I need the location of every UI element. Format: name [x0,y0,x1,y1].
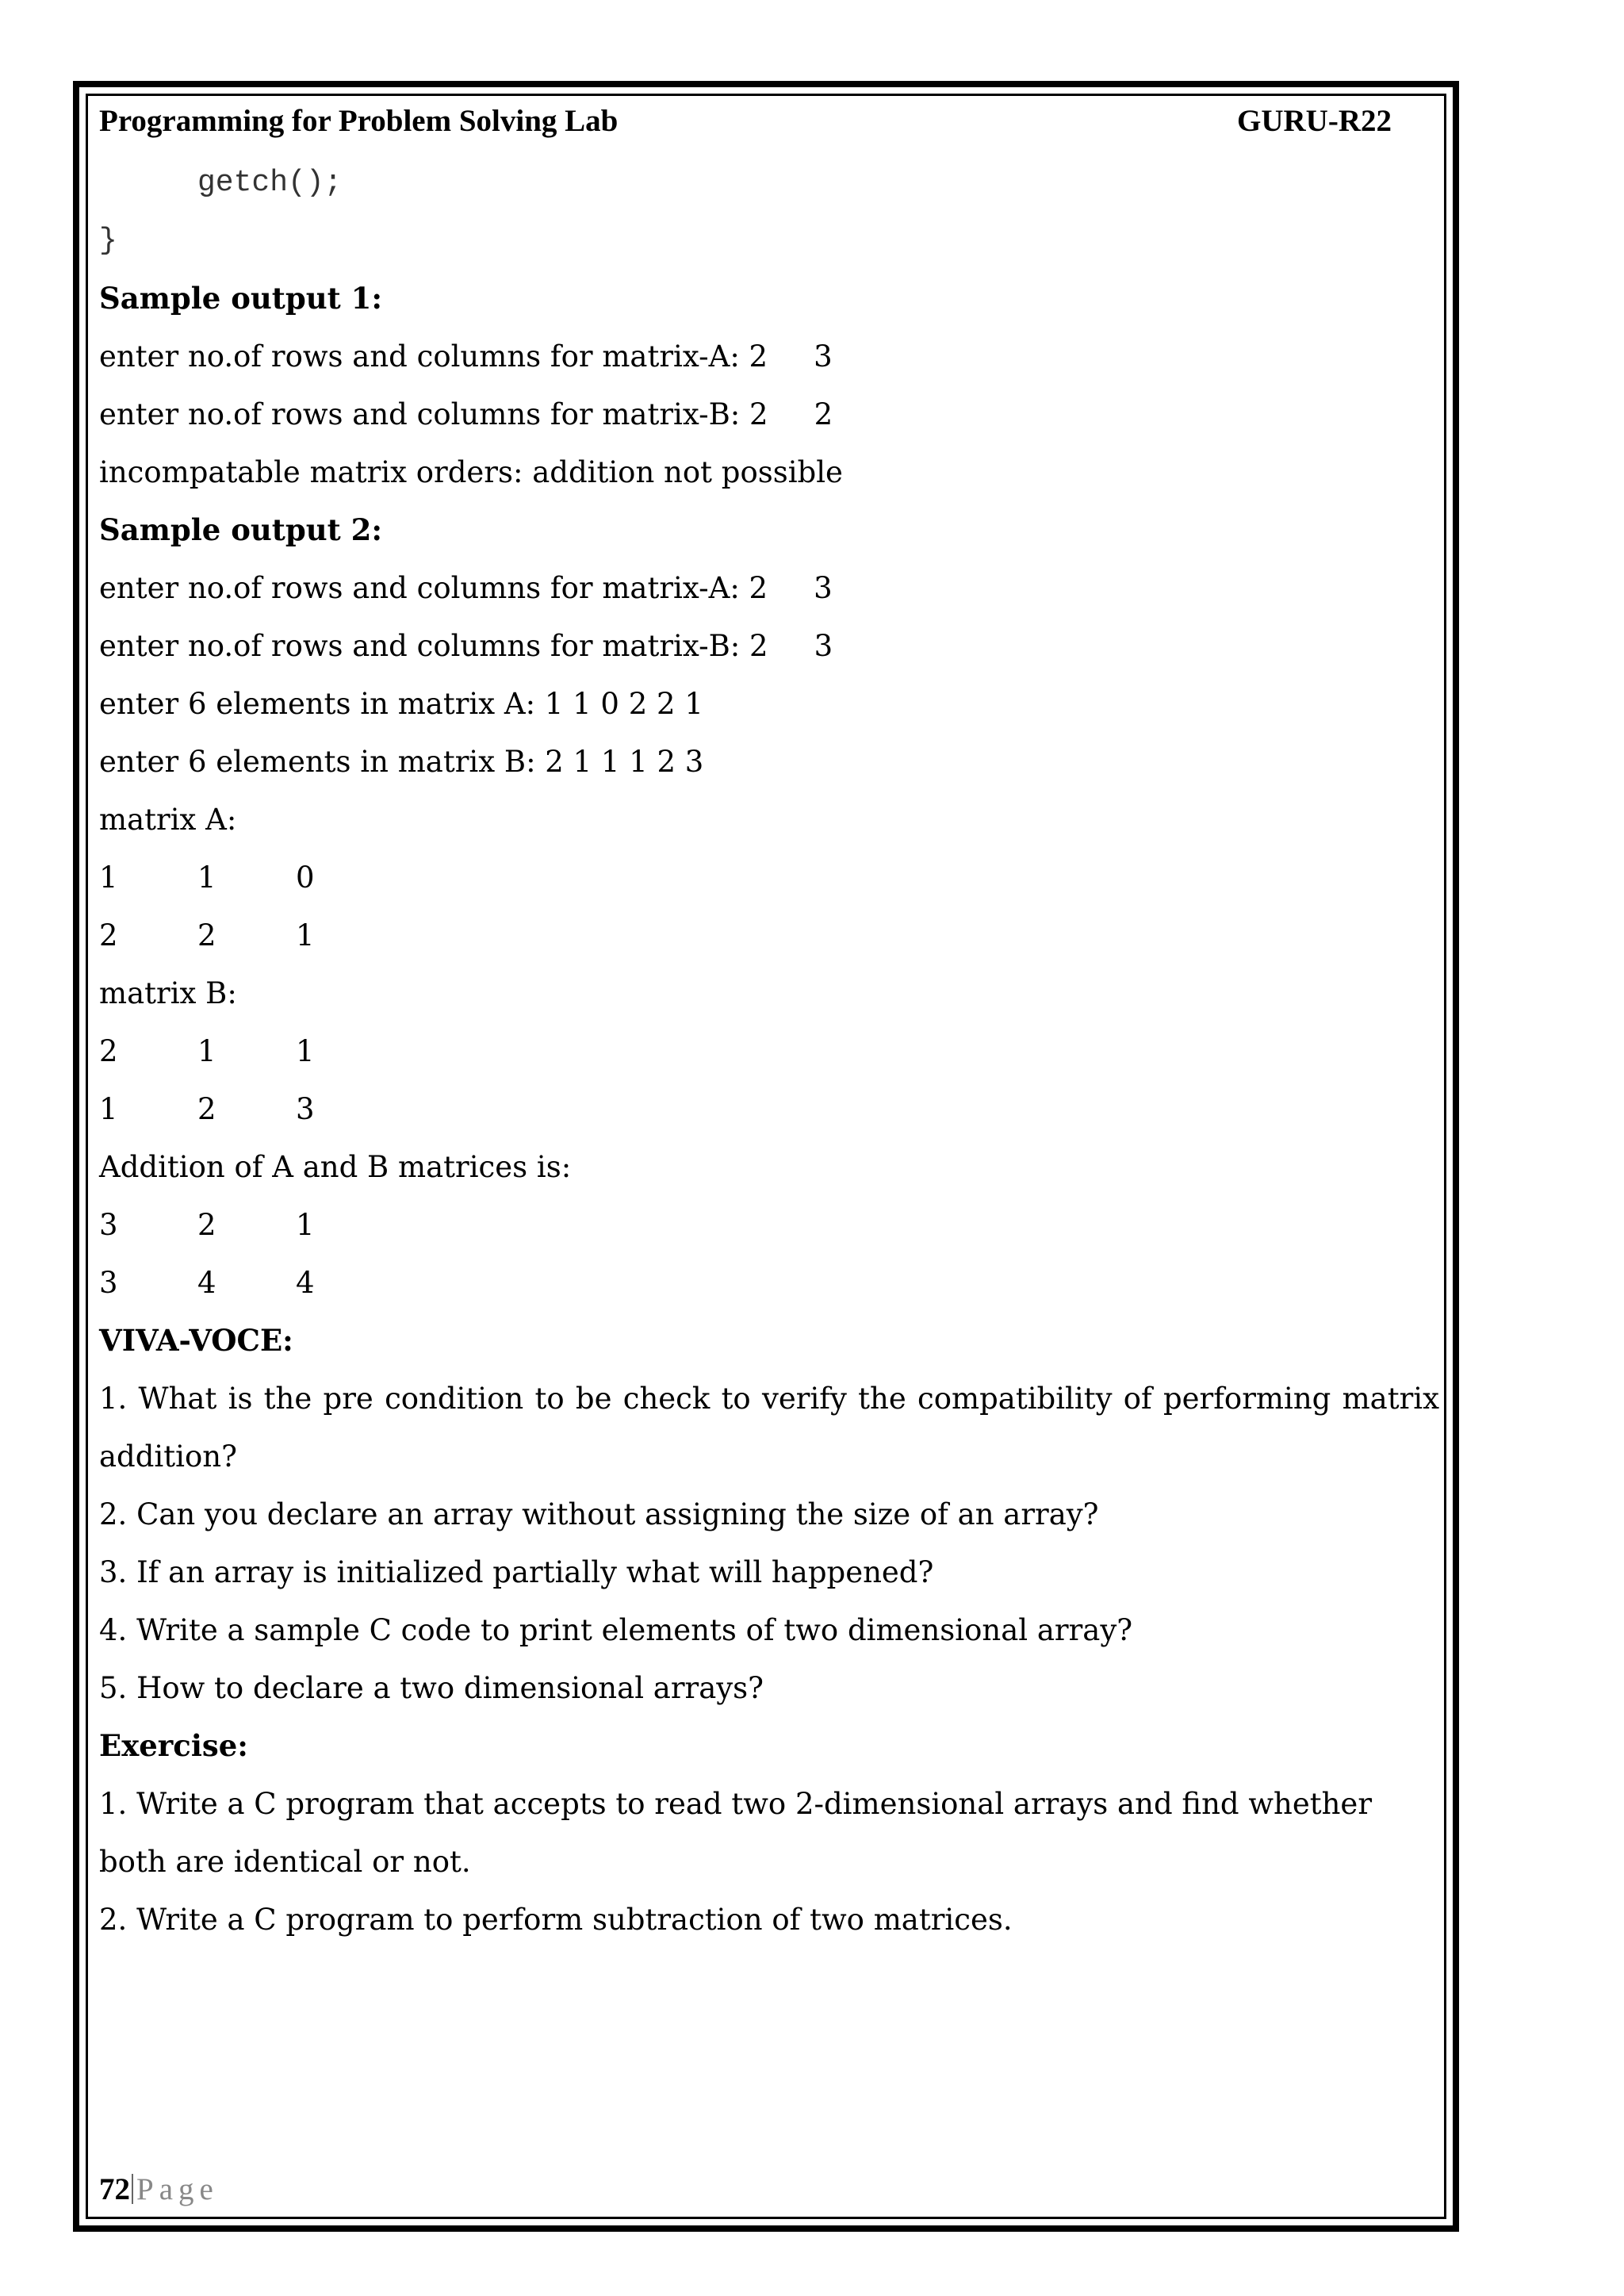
sample1-prompt-a [99,328,1439,385]
matrix-cell: 2 [99,1034,118,1068]
prompt-text: enter no.of rows and columns for matrix-A: 2 [99,339,768,374]
sample-output-1-heading: Sample output 1: [99,281,383,316]
code-line-getch: getch(); [197,166,343,200]
matrix-cell: 2 [197,1208,216,1242]
page-footer [99,2171,219,2207]
sample1-prompt-b [99,385,1439,443]
viva-question: 5. How to declare a two dimensional arrays? [99,1671,764,1705]
matrix-cell: 4 [197,1266,216,1300]
matrix-row [99,907,1439,964]
sum-label: Addition of A and B matrices is: [99,1150,572,1184]
matrix-cell: 0 [296,861,315,895]
matrix-cell: 1 [296,1034,315,1068]
matrix-cell: 3 [99,1208,118,1242]
matrix-cell: 3 [99,1266,118,1300]
matrix-row [99,1196,1439,1254]
prompt-value: 3 [814,339,833,374]
matrix-row [99,1080,1439,1138]
matrix-cell: 4 [296,1266,315,1300]
page-number: 72 [99,2172,130,2206]
matrix-cell: 2 [99,918,118,953]
code-line-closing-brace: } [99,224,117,258]
matrix-cell: 3 [296,1092,315,1126]
sample-output-2-heading: Sample output 2: [99,512,383,547]
viva-voce-heading: VIVA-VOCE: [99,1323,293,1358]
matrix-cell: 1 [296,1208,315,1242]
matrix-cell: 2 [197,1092,216,1126]
header-code: GURU-R22 [1237,104,1392,138]
matrix-cell: 1 [296,918,315,953]
matrix-row [99,1254,1439,1312]
matrix-cell: 1 [197,861,216,895]
matrix-cell: 1 [99,861,118,895]
matrix-cell: 2 [197,918,216,953]
viva-question: 2. Can you declare an array without assigning the size of an array? [99,1497,1099,1531]
viva-question: 4. Write a sample C code to print elements of two dimensional array? [99,1613,1133,1647]
header-title: Programming for Problem Solving Lab [99,104,619,138]
page-content [99,94,1439,1949]
matrix-row [99,1022,1439,1080]
footer-separator [132,2174,133,2204]
matrix-row [99,849,1439,907]
matrix-a-label: matrix A: [99,803,237,837]
prompt-text: enter no.of rows and columns for matrix-B: 2 [99,397,768,431]
prompt-text: enter no.of rows and columns for matrix-B: 2 [99,629,768,663]
sample2-input-a: enter 6 elements in matrix A: 1 1 0 2 2 1 [99,687,703,721]
viva-question: 3. If an array is initialized partially what will happened? [99,1555,934,1589]
matrix-b-label: matrix B: [99,976,237,1010]
prompt-value: 3 [814,629,833,663]
sample2-prompt-b [99,617,1439,675]
page-label: Page [136,2172,219,2206]
viva-question: 1. What is the pre condition to be check to verify the compatibility of performing matrix addition? [99,1382,1439,1474]
prompt-value: 3 [814,571,833,605]
sample2-input-b: enter 6 elements in matrix B: 2 1 1 1 2 3 [99,745,704,779]
sample2-prompt-a [99,559,1439,617]
prompt-value: 2 [814,397,833,431]
exercise-item: 2. Write a C program to perform subtraction of two matrices. [99,1903,1013,1937]
matrix-cell: 1 [99,1092,118,1126]
exercise-item: 1. Write a C program that accepts to read two 2-dimensional arrays and find whether both are identical or not. [99,1787,1373,1879]
sample1-message: incompatable matrix orders: addition not possible [99,455,843,489]
matrix-cell: 1 [197,1034,216,1068]
prompt-text: enter no.of rows and columns for matrix-A: 2 [99,571,768,605]
page-header [99,94,1439,144]
exercise-heading: Exercise: [99,1728,248,1763]
